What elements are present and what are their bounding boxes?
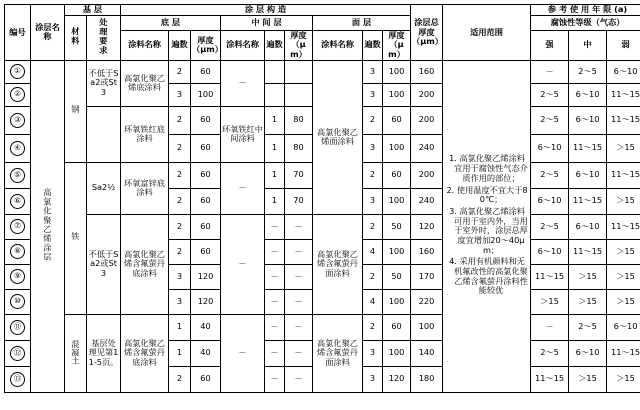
row-number-badge: ⑪ xyxy=(10,320,25,335)
row-number xyxy=(5,83,31,106)
header-service-life: 参 考 使 用 年 限 (a) xyxy=(531,5,640,16)
header-top-thickness: 厚度（μm） xyxy=(383,30,411,60)
middle-passes: － xyxy=(265,264,285,289)
top-thickness: 100 xyxy=(383,340,411,366)
life-strong: 6～10 xyxy=(531,188,569,214)
middle-thickness xyxy=(285,83,313,106)
bottom-thickness: 100 xyxy=(191,83,221,106)
header-base-material-text: 材料 xyxy=(70,27,81,46)
middle-passes: 1 xyxy=(265,134,285,162)
middle-passes xyxy=(265,83,285,106)
table-row xyxy=(5,314,640,340)
life-strong: 2～5 xyxy=(531,162,569,188)
life-strong: 11～15 xyxy=(531,264,569,289)
middle-thickness: － xyxy=(285,340,313,366)
base-req-sa25-1: 不低于Sa2或St3 xyxy=(87,60,121,106)
header-corrosion-grade: 腐蚀性等级（气态） xyxy=(531,15,640,30)
row-number xyxy=(5,239,31,264)
top-paint-name-2: 高氯化聚乙烯含氟萤丹面涂料 xyxy=(313,214,363,314)
bottom-passes: 2 xyxy=(169,214,191,239)
life-weak: 11～15 xyxy=(607,340,640,366)
header-base-requirement xyxy=(87,15,121,60)
bottom-passes: 2 xyxy=(169,162,191,188)
middle-paint-name-dash-1: － xyxy=(221,60,265,106)
middle-passes: 1 xyxy=(265,162,285,188)
bottom-thickness: 60 xyxy=(191,162,221,188)
top-thickness: 100 xyxy=(383,188,411,214)
top-passes: 3 xyxy=(363,83,383,106)
row-number-badge: ⑦ xyxy=(10,219,25,234)
scope-item: 2. 使用温度不宜大于80℃； xyxy=(446,184,528,205)
base-material-concrete-text: 混凝土 xyxy=(70,339,81,365)
bottom-thickness: 60 xyxy=(191,188,221,214)
base-req-sa2half: Sa2½ xyxy=(87,162,121,214)
life-medium: 6～10 xyxy=(569,214,607,239)
life-weak: ＞15 xyxy=(607,188,640,214)
row-number-badge: ⑨ xyxy=(10,269,25,284)
bottom-thickness: 60 xyxy=(191,239,221,264)
bottom-thickness: 120 xyxy=(191,289,221,314)
total-thickness: 160 xyxy=(411,60,443,83)
middle-passes: － xyxy=(265,214,285,239)
total-thickness: 180 xyxy=(411,366,443,392)
middle-thickness: 80 xyxy=(285,134,313,162)
table-row xyxy=(5,60,640,83)
total-thickness: 100 xyxy=(411,314,443,340)
top-passes: 3 xyxy=(363,366,383,392)
coating-name-cell xyxy=(31,60,65,392)
header-top-passes: 遍数 xyxy=(363,30,383,60)
life-strong: ＞15 xyxy=(531,289,569,314)
life-medium: 6～10 xyxy=(569,106,607,134)
life-weak: ＞15 xyxy=(607,289,640,314)
header-grade-medium: 中 xyxy=(569,30,607,60)
top-thickness: 100 xyxy=(383,60,411,83)
row-number xyxy=(5,162,31,188)
life-medium: 6～10 xyxy=(569,162,607,188)
top-thickness: 60 xyxy=(383,106,411,134)
row-number xyxy=(5,134,31,162)
bottom-paint-name-2: 环氧铁红底涂料 xyxy=(121,106,169,162)
middle-thickness: － xyxy=(285,214,313,239)
row-number xyxy=(5,314,31,340)
table-row xyxy=(5,214,640,239)
scope-item: 1. 高氯化聚乙烯涂料宜用于腐蚀性气态介质作用的部位； xyxy=(449,153,528,183)
middle-thickness xyxy=(285,60,313,83)
total-thickness: 140 xyxy=(411,340,443,366)
header-scope: 适用范围 xyxy=(443,5,531,61)
life-strong: 2～5 xyxy=(531,106,569,134)
life-strong: 11～15 xyxy=(531,366,569,392)
bottom-passes: 2 xyxy=(169,188,191,214)
base-req-concrete: 基层处理见第11-5页。 xyxy=(87,314,121,392)
bottom-thickness: 60 xyxy=(191,134,221,162)
top-passes: 4 xyxy=(363,289,383,314)
middle-paint-name-epoxy: 环氧铁红中间涂料 xyxy=(221,106,265,162)
bottom-thickness: 60 xyxy=(191,366,221,392)
top-passes: 2 xyxy=(363,162,383,188)
top-thickness: 100 xyxy=(383,134,411,162)
life-weak: 6～10 xyxy=(607,314,640,340)
life-strong: 2～5 xyxy=(531,214,569,239)
header-total-thickness: 涂层总厚度（μm） xyxy=(411,5,443,61)
header-coating-name: 涂层名称 xyxy=(31,5,65,61)
scope-cell xyxy=(443,60,531,392)
row-number xyxy=(5,340,31,366)
life-weak: ＞15 xyxy=(607,366,640,392)
header-middle-paint-name: 涂料名称 xyxy=(221,30,265,60)
bottom-passes: 2 xyxy=(169,366,191,392)
total-thickness: 240 xyxy=(411,134,443,162)
middle-thickness: － xyxy=(285,366,313,392)
row-number xyxy=(5,188,31,214)
top-thickness: 100 xyxy=(383,83,411,106)
top-passes: 3 xyxy=(363,134,383,162)
life-weak: ＞15 xyxy=(607,264,640,289)
header-bottom-paint-name: 涂料名称 xyxy=(121,30,169,60)
bottom-passes: 2 xyxy=(169,106,191,134)
bottom-thickness: 40 xyxy=(191,340,221,366)
header-top-paint-name: 涂料名称 xyxy=(313,30,363,60)
middle-passes: － xyxy=(265,239,285,264)
life-weak: ＞15 xyxy=(607,134,640,162)
bottom-passes: 2 xyxy=(169,239,191,264)
life-medium: 2～5 xyxy=(569,60,607,83)
row-number-badge: ④ xyxy=(10,141,25,156)
middle-passes: － xyxy=(265,289,285,314)
row-number-badge: ⑤ xyxy=(10,168,25,183)
bottom-passes: 2 xyxy=(169,134,191,162)
middle-thickness: － xyxy=(285,239,313,264)
bottom-paint-name-1: 高氯化聚乙烯底涂料 xyxy=(121,60,169,106)
life-medium: ＞15 xyxy=(569,289,607,314)
top-thickness: 100 xyxy=(383,289,411,314)
header-base: 基 层 xyxy=(65,5,121,16)
bottom-thickness: 60 xyxy=(191,60,221,83)
top-passes: 2 xyxy=(363,106,383,134)
base-material-iron xyxy=(65,162,87,314)
middle-thickness: 80 xyxy=(285,106,313,134)
middle-paint-name-dash-3: － xyxy=(221,214,265,314)
total-thickness: 240 xyxy=(411,188,443,214)
life-medium: 11～15 xyxy=(569,188,607,214)
life-strong: 6～10 xyxy=(531,134,569,162)
row-number xyxy=(5,289,31,314)
top-thickness: 60 xyxy=(383,314,411,340)
header-top-layer: 面 层 xyxy=(313,15,411,30)
life-strong: 6～10 xyxy=(531,239,569,264)
scope-item: 4. 采用有机颜料和无机氟改性的高氯化聚乙烯含氟萤丹涂料性能较优 xyxy=(449,256,528,296)
life-weak: 11～15 xyxy=(607,214,640,239)
coating-spec-table xyxy=(4,4,640,393)
row-number-badge: ⑫ xyxy=(10,346,25,361)
total-thickness: 200 xyxy=(411,83,443,106)
bottom-paint-name-4: 高氯化聚乙烯含氟萤丹底涂料 xyxy=(121,214,169,314)
life-medium: 2～5 xyxy=(569,314,607,340)
row-number-badge: ⑬ xyxy=(10,372,25,387)
base-material-steel xyxy=(65,60,87,162)
header-grade-weak: 弱 xyxy=(607,30,640,60)
middle-passes: 1 xyxy=(265,188,285,214)
row-number xyxy=(5,214,31,239)
life-weak: 6～10 xyxy=(607,60,640,83)
top-paint-name-1: 高氯化聚乙烯面涂料 xyxy=(313,60,363,214)
top-thickness: 60 xyxy=(383,162,411,188)
scope-list xyxy=(444,154,529,295)
header-bottom-layer: 底 层 xyxy=(121,15,221,30)
row-number-badge: ① xyxy=(10,64,25,79)
header-middle-thickness: 厚度（μm） xyxy=(285,30,313,60)
header-middle-layer: 中 间 层 xyxy=(221,15,313,30)
header-bottom-thickness: 厚度（μm） xyxy=(191,30,221,60)
total-thickness: 170 xyxy=(411,264,443,289)
bottom-passes: 3 xyxy=(169,289,191,314)
life-strong: － xyxy=(531,60,569,83)
scope-item: 3. 高氯化聚乙烯涂料可用于室内外，当用于室外时，涂层总厚度宜增加20～40μm； xyxy=(449,205,528,255)
header-structure: 涂 层 构 造 xyxy=(121,5,411,16)
row-number xyxy=(5,264,31,289)
middle-thickness: 70 xyxy=(285,188,313,214)
life-medium: 6～10 xyxy=(569,340,607,366)
total-thickness: 120 xyxy=(411,214,443,239)
life-weak: 11～15 xyxy=(607,162,640,188)
coating-name-text: 高氯化聚乙烯涂层 xyxy=(42,188,53,262)
header-bottom-passes: 遍数 xyxy=(169,30,191,60)
base-req-sa25-2: 不低于Sa2或St3 xyxy=(87,214,121,314)
row-number-badge: ② xyxy=(10,87,25,102)
top-passes: 2 xyxy=(363,214,383,239)
total-thickness: 200 xyxy=(411,106,443,134)
life-medium: 11～15 xyxy=(569,134,607,162)
middle-thickness: － xyxy=(285,264,313,289)
life-strong: 2～5 xyxy=(531,340,569,366)
life-medium: ＞15 xyxy=(569,264,607,289)
top-passes: 2 xyxy=(363,314,383,340)
middle-passes: － xyxy=(265,340,285,366)
middle-paint-name-dash-4: － xyxy=(221,314,265,392)
total-thickness: 200 xyxy=(411,162,443,188)
middle-passes: 1 xyxy=(265,106,285,134)
bottom-thickness: 40 xyxy=(191,314,221,340)
top-passes: 3 xyxy=(363,188,383,214)
top-passes: 4 xyxy=(363,239,383,264)
life-medium: ＞15 xyxy=(569,366,607,392)
life-weak: 11～15 xyxy=(607,83,640,106)
base-material-steel-text: 钢 xyxy=(70,105,81,115)
top-thickness: 100 xyxy=(383,239,411,264)
life-weak: ＞15 xyxy=(607,239,640,264)
middle-passes: － xyxy=(265,366,285,392)
middle-passes xyxy=(265,60,285,83)
middle-thickness: 70 xyxy=(285,162,313,188)
life-weak: 11～15 xyxy=(607,106,640,134)
header-base-material xyxy=(65,15,87,60)
life-strong: 2～5 xyxy=(531,83,569,106)
base-material-concrete xyxy=(65,314,87,392)
row-number xyxy=(5,106,31,134)
middle-paint-name-dash-2: － xyxy=(221,162,265,214)
bottom-thickness: 60 xyxy=(191,214,221,239)
top-passes: 3 xyxy=(363,340,383,366)
row-number-badge: ⑥ xyxy=(10,194,25,209)
bottom-passes: 1 xyxy=(169,340,191,366)
bottom-passes: 3 xyxy=(169,264,191,289)
top-passes: 3 xyxy=(363,60,383,83)
base-req-blank-1 xyxy=(87,106,121,162)
row-number xyxy=(5,60,31,83)
header-base-requirement-text: 处理要求 xyxy=(98,17,109,55)
row-number xyxy=(5,366,31,392)
header-middle-passes: 遍数 xyxy=(265,30,285,60)
header-grade-strong: 强 xyxy=(531,30,569,60)
total-thickness: 160 xyxy=(411,239,443,264)
bottom-thickness: 60 xyxy=(191,106,221,134)
base-material-iron-text: 铁 xyxy=(70,232,81,242)
top-passes: 2 xyxy=(363,264,383,289)
life-medium: 6～10 xyxy=(569,83,607,106)
middle-thickness: － xyxy=(285,314,313,340)
bottom-paint-name-3: 环氧富锌底涂料 xyxy=(121,162,169,214)
middle-thickness: － xyxy=(285,289,313,314)
top-paint-name-3: 高氯化聚乙烯含氟萤丹面涂料 xyxy=(313,314,363,392)
bottom-passes: 1 xyxy=(169,314,191,340)
middle-passes: － xyxy=(265,314,285,340)
row-number-badge: ⑧ xyxy=(10,244,25,259)
top-thickness: 120 xyxy=(383,366,411,392)
bottom-thickness: 120 xyxy=(191,264,221,289)
life-medium: 11～15 xyxy=(569,239,607,264)
row-number-badge: ⑩ xyxy=(10,294,25,309)
row-number-badge: ③ xyxy=(10,113,25,128)
bottom-passes: 3 xyxy=(169,83,191,106)
bottom-passes: 2 xyxy=(169,60,191,83)
header-number: 编号 xyxy=(5,5,31,61)
top-thickness: 50 xyxy=(383,264,411,289)
life-strong: － xyxy=(531,314,569,340)
total-thickness: 220 xyxy=(411,289,443,314)
top-thickness: 50 xyxy=(383,214,411,239)
bottom-paint-name-5: 高氯化聚乙烯含氟萤丹底涂料 xyxy=(121,314,169,392)
